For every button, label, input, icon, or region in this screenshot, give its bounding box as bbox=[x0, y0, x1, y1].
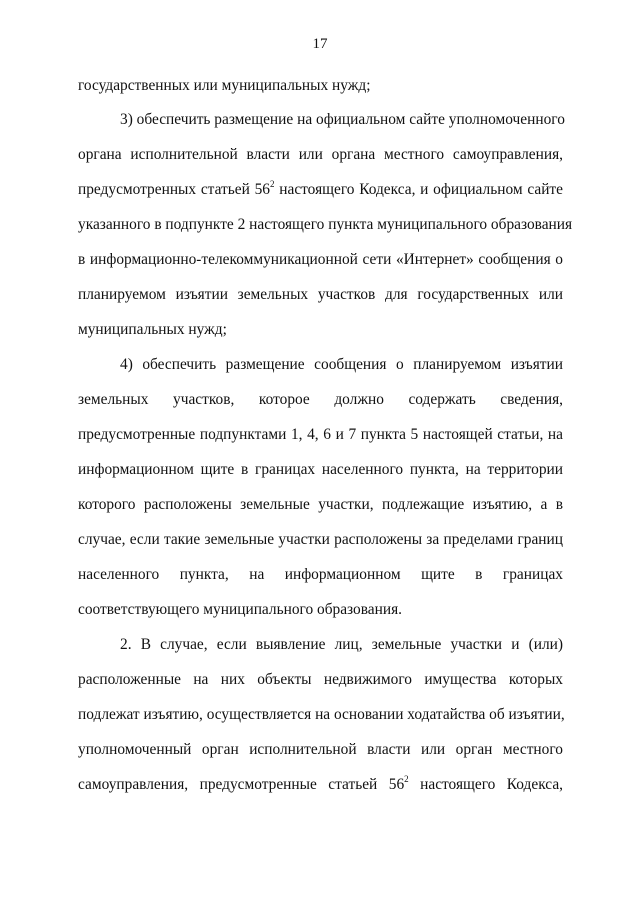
text-line: земельных участков, которое должно содержать сведения, bbox=[78, 391, 563, 408]
text-line: соответствующего муниципального образования. bbox=[78, 601, 403, 618]
text-fragment: настоящего Кодекса, bbox=[408, 776, 564, 793]
text-line: в информационно-телекоммуникационной сети «Интернет» сообщения о bbox=[78, 251, 563, 268]
text-line bbox=[78, 180, 563, 200]
text-fragment: настоящего Кодекса, и официальном сайте bbox=[274, 181, 563, 198]
text-line bbox=[78, 775, 563, 795]
text-fragment: самоуправления, предусмотренные статьей 56 bbox=[78, 776, 405, 793]
text-line: расположенные на них объекты недвижимого имущества которых bbox=[78, 671, 563, 688]
text-line: государственных или муниципальных нужд; bbox=[78, 77, 371, 94]
text-line: населенного пункта, на информационном щите в границах bbox=[78, 566, 563, 583]
text-fragment: предусмотренных статьей 56 bbox=[78, 181, 270, 198]
text-line: 4) обеспечить размещение сообщения о планируемом изъятии bbox=[120, 356, 563, 373]
text-line: уполномоченный орган исполнительной власти или орган местного bbox=[78, 741, 563, 758]
text-line: которого расположены земельные участки, подлежащие изъятию, а в bbox=[78, 496, 563, 513]
text-line: органа исполнительной власти или органа местного самоуправления, bbox=[78, 146, 563, 163]
text-line: планируемом изъятии земельных участков для государственных или bbox=[78, 286, 563, 303]
text-line: предусмотренные подпунктами 1, 4, 6 и 7 пункта 5 настоящей статьи, на bbox=[78, 426, 563, 443]
text-line: указанного в подпункте 2 настоящего пункта муниципального образования bbox=[78, 216, 573, 233]
text-line: случае, если такие земельные участки расположены за пределами границ bbox=[78, 531, 563, 548]
superscript: 2 bbox=[270, 179, 275, 189]
text-line: муниципальных нужд; bbox=[78, 321, 227, 338]
page-number: 17 bbox=[312, 36, 328, 52]
text-line: 3) обеспечить размещение на официальном сайте уполномоченного bbox=[120, 111, 565, 128]
text-line: подлежат изъятию, осуществляется на основании ходатайства об изъятии, bbox=[78, 706, 565, 723]
text-line: информационном щите в границах населенного пункта, на территории bbox=[78, 461, 563, 478]
text-line: 2. В случае, если выявление лиц, земельные участки и (или) bbox=[120, 636, 563, 653]
superscript: 2 bbox=[404, 774, 409, 784]
